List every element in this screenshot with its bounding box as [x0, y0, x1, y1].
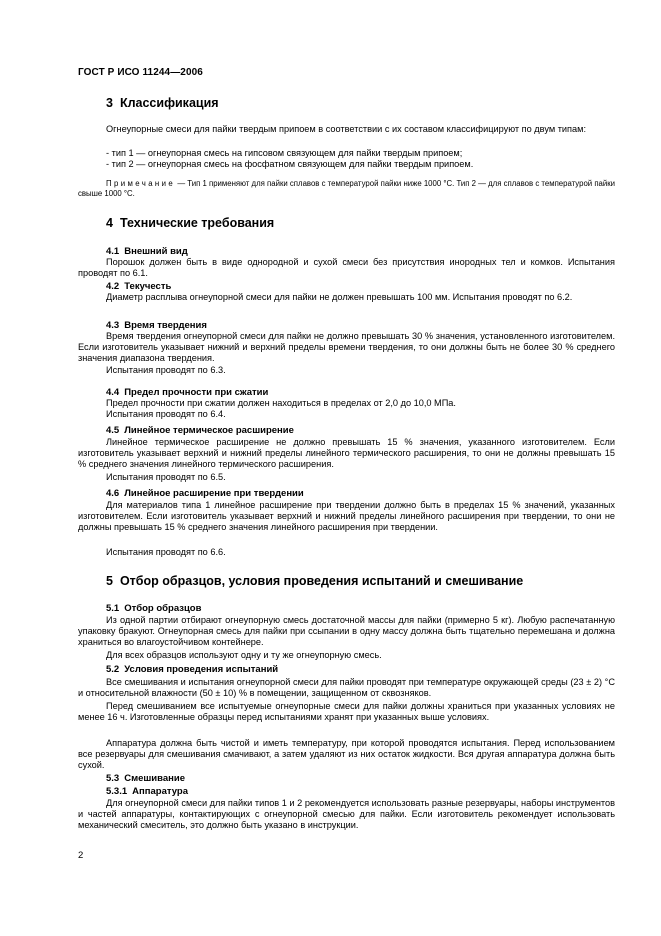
- section-3-intro: Огнеупорные смеси для пайки твердым припоем в соответствии с их составом классифицируют по двум типам:: [106, 124, 586, 134]
- subsection-heading: 4.3 Время твердения: [106, 320, 207, 331]
- list-item: - тип 2 — огнеупорная смесь на фосфатном связующем для пайки твердым припоем.: [106, 159, 474, 169]
- note-text: — Тип 1 применяют для пайки сплавов с температурой пайки ниже 1000 °С. Тип 2 — для сплавов с температурой пайки свыше 1000 °С.: [78, 179, 615, 198]
- note-label: Примечание: [106, 179, 176, 188]
- subsection-heading: 4.2 Текучесть: [106, 281, 172, 292]
- subsection-heading: 4.4 Предел прочности при сжатии: [106, 387, 269, 398]
- section-number: 4: [106, 216, 113, 230]
- subsection-heading: 5.1 Отбор образцов: [106, 603, 202, 614]
- paragraph: Испытания проводят по 6.5.: [106, 472, 226, 482]
- paragraph: Аппаратура должна быть чистой и иметь температуру, при которой проводятся испытания. Перед использованием все резервуары для смешивания смачивают, а затем удаляют из них остаток жидкости. Вся другая аппаратура должна быть сухой.: [78, 738, 615, 771]
- subsection-heading: 5.2 Условия проведения испытаний: [106, 664, 279, 675]
- paragraph: Из одной партии отбирают огнеупорную смесь достаточной массы для пайки (примерно 5 кг). Любую распечатанную упаковку бракуют. Огнеупорная смесь для пайки при ссыпании в одну массу должна быть тщательно перемешана и должна храниться во влагоустойчивом контейнере.: [78, 615, 615, 648]
- paragraph: Испытания проводят по 6.3.: [106, 365, 226, 375]
- paragraph: Испытания проводят по 6.6.: [106, 547, 226, 557]
- section-4-heading: [106, 216, 274, 230]
- paragraph: Линейное термическое расширение не должно превышать 15 % значения, указанного изготовителем. Если изготовитель указывает верхний и нижний пределы линейного термического расширения, то они не должны превышать 15 % среднего значения линейного термического расширения.: [78, 437, 615, 470]
- section-3-heading: [106, 96, 219, 110]
- paragraph: Порошок должен быть в виде однородной и сухой смеси без присутствия инородных тел и комков. Испытания проводят по 6.1.: [78, 257, 615, 279]
- document-header: ГОСТ Р ИСО 11244—2006: [78, 67, 203, 78]
- list-item: - тип 1 — огнеупорная смесь на гипсовом связующем для пайки твердым припоем;: [106, 148, 463, 158]
- section-3-note: [78, 179, 615, 199]
- paragraph: Испытания проводят по 6.4.: [106, 409, 226, 419]
- paragraph: Перед смешиванием все испытуемые огнеупорные смеси для пайки должны храниться при указанных условиях не менее 16 ч. Изготовленные образцы перед испытаниями хранят при указанных выше условиях.: [78, 701, 615, 723]
- section-number: 5: [106, 574, 113, 588]
- section-number: 3: [106, 96, 113, 110]
- page-number: 2: [78, 850, 84, 861]
- paragraph: Все смешивания и испытания огнеупорной смеси для пайки проводят при температуре окружающей среды (23 ± 2) °С и относительной влажности (50 ± 10) % в помещении, защищенном от сквозняков.: [78, 677, 615, 699]
- paragraph: Диаметр расплыва огнеупорной смеси для пайки не должен превышать 100 мм. Испытания проводят по 6.2.: [106, 292, 573, 302]
- subsection-heading: 4.6 Линейное расширение при твердении: [106, 488, 304, 499]
- subsection-heading: 5.3 Смешивание: [106, 773, 186, 784]
- subsection-heading: 5.3.1 Аппаратура: [106, 786, 188, 797]
- section-5-heading: [106, 574, 523, 588]
- section-title: Технические требования: [119, 216, 275, 230]
- section-title: Классификация: [119, 96, 219, 110]
- paragraph: Для материалов типа 1 линейное расширение при твердении должно быть в пределах 15 % значений, указанных изготовителем. Если изготовитель указывает верхний и нижний пределы линейного расширения при твердении, то они не должны превышать 15 % среднего значения линейного расширения при твердении.: [78, 500, 615, 533]
- section-title: Отбор образцов, условия проведения испытаний и смешивание: [119, 574, 524, 588]
- subsection-heading: 4.1 Внешний вид: [106, 246, 188, 257]
- subsection-heading: 4.5 Линейное термическое расширение: [106, 425, 294, 436]
- paragraph: Предел прочности при сжатии должен находиться в пределах от 2,0 до 10,0 МПа.: [106, 398, 456, 408]
- paragraph: Для всех образцов используют одну и ту же огнеупорную смесь.: [106, 650, 382, 660]
- paragraph: Для огнеупорной смеси для пайки типов 1 и 2 рекомендуется использовать разные резервуары, наборы инструментов и частей аппаратуры, контактирующих с огнеупорной смесью для пайки. Если изготовитель рекомендует использовать механический смеситель, это должно быть указано в инструкции.: [78, 798, 615, 831]
- paragraph: Время твердения огнеупорной смеси для пайки не должно превышать 30 % значения, установленного изготовителем. Если изготовитель указывает нижний и верхний пределы времени твердения, то они должны быть не более 30 % среднего значения диапазона твердения.: [78, 331, 615, 364]
